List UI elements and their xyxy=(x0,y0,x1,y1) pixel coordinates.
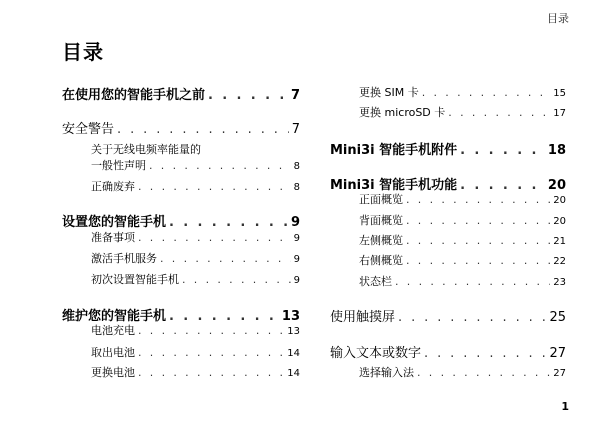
page-title: 目录 xyxy=(62,40,104,64)
leader-dots xyxy=(182,273,291,286)
toc-entry[interactable] xyxy=(62,118,300,137)
toc-entry[interactable] xyxy=(330,84,566,100)
toc-entry[interactable] xyxy=(62,322,300,338)
toc-entry-page: 20 xyxy=(553,195,566,206)
toc-entry-title: 电池充电 xyxy=(91,324,135,337)
leader-dots xyxy=(138,324,284,337)
toc-entry-title: 正确废弃 xyxy=(91,180,135,193)
toc-entry-page: 13 xyxy=(287,326,300,337)
toc-entry[interactable] xyxy=(62,250,300,266)
toc-entry-title: 准备事项 xyxy=(91,231,135,244)
toc-entry[interactable] xyxy=(330,232,566,248)
toc-entry-title: 一般性声明 xyxy=(91,159,146,172)
leader-dots xyxy=(424,346,546,361)
toc-entry-title-line1: 关于无线电频率能量的 xyxy=(91,143,201,156)
toc-entry-title: 右侧概览 xyxy=(359,254,403,267)
toc-entry-page: 18 xyxy=(547,143,566,158)
leader-dots xyxy=(422,86,551,99)
leader-dots xyxy=(448,106,550,119)
leader-dots xyxy=(138,231,291,244)
leader-dots xyxy=(460,143,545,158)
leader-dots xyxy=(406,254,550,267)
toc-entry-title: 正面概览 xyxy=(359,193,403,206)
toc-entry-title: 背面概览 xyxy=(359,214,403,227)
toc-entry-page: 21 xyxy=(553,236,566,247)
toc-entry-title: 更换 SIM 卡 xyxy=(359,86,419,99)
toc-entry[interactable] xyxy=(62,271,300,287)
toc-entry[interactable] xyxy=(62,344,300,360)
toc-entry-title: 使用触摸屏 xyxy=(330,310,396,325)
toc-entry-page: 13 xyxy=(281,309,300,324)
leader-dots xyxy=(395,275,550,288)
toc-entry[interactable] xyxy=(62,178,300,194)
toc-entry-page: 9 xyxy=(293,275,300,286)
toc-entry-title: Mini3i 智能手机附件 xyxy=(330,143,458,158)
toc-entry-title: 取出电池 xyxy=(91,346,135,359)
toc-entry-page: 9 xyxy=(290,215,300,230)
toc-entry-page: 20 xyxy=(547,178,566,193)
toc-entry-page: 8 xyxy=(293,161,300,172)
toc-entry[interactable] xyxy=(62,211,300,230)
toc-entry[interactable] xyxy=(330,191,566,207)
running-header: 目录 xyxy=(547,12,569,25)
leader-dots xyxy=(406,214,550,227)
leader-dots xyxy=(417,366,550,379)
toc-entry-title: 安全警告 xyxy=(62,122,115,137)
leader-dots xyxy=(149,159,291,172)
toc-entry-page: 9 xyxy=(293,233,300,244)
toc-entry-title: 输入文本或数字 xyxy=(330,346,422,361)
toc-entry[interactable] xyxy=(62,364,300,380)
toc-entry-page: 9 xyxy=(293,254,300,265)
leader-dots xyxy=(138,180,291,193)
toc-entry-page: 27 xyxy=(549,346,566,361)
toc-entry-page: 14 xyxy=(287,348,300,359)
toc-entry-title: 选择输入法 xyxy=(359,366,414,379)
toc-entry-title: 左侧概览 xyxy=(359,234,403,247)
toc-entry[interactable] xyxy=(62,84,300,103)
toc-entry[interactable] xyxy=(330,306,566,325)
leader-dots xyxy=(138,366,284,379)
toc-entry-title: Mini3i 智能手机功能 xyxy=(330,178,458,193)
toc-entry[interactable] xyxy=(62,229,300,245)
toc-entry[interactable] xyxy=(330,139,566,158)
toc-entry-title: 维护您的智能手机 xyxy=(62,309,167,324)
toc-entry[interactable] xyxy=(330,273,566,289)
toc-entry-title: 在使用您的智能手机之前 xyxy=(62,88,206,103)
leader-dots xyxy=(406,234,550,247)
toc-entry[interactable] xyxy=(330,364,566,380)
leader-dots xyxy=(169,215,288,230)
toc-entry[interactable] xyxy=(330,104,566,120)
toc-entry-page: 15 xyxy=(553,88,566,99)
toc-entry-page: 25 xyxy=(549,310,566,325)
leader-dots xyxy=(398,310,546,325)
leader-dots xyxy=(160,252,291,265)
leader-dots xyxy=(138,346,284,359)
toc-entry-page: 14 xyxy=(287,368,300,379)
toc-entry-page: 22 xyxy=(553,256,566,267)
toc-entry-title: 状态栏 xyxy=(359,275,392,288)
toc-entry-page: 17 xyxy=(553,108,566,119)
toc-entry-page: 20 xyxy=(553,216,566,227)
toc-entry[interactable] xyxy=(62,157,300,173)
leader-dots xyxy=(208,88,288,103)
toc-entry-page: 7 xyxy=(290,88,300,103)
toc-entry[interactable] xyxy=(330,252,566,268)
toc-entry-page: 27 xyxy=(553,368,566,379)
toc-entry-title: 更换 microSD 卡 xyxy=(359,106,446,119)
toc-entry-title: 设置您的智能手机 xyxy=(62,215,167,230)
leader-dots xyxy=(406,193,550,206)
toc-entry-page: 23 xyxy=(553,277,566,288)
toc-entry-title: 更换电池 xyxy=(91,366,135,379)
page-number: 1 xyxy=(561,400,569,413)
toc-entry-page: 7 xyxy=(291,122,300,137)
toc-entry-title: 激活手机服务 xyxy=(91,252,157,265)
toc-entry-page: 8 xyxy=(293,182,300,193)
toc-entry-title: 初次设置智能手机 xyxy=(91,273,179,286)
toc-entry[interactable] xyxy=(330,212,566,228)
toc-entry[interactable] xyxy=(330,342,566,361)
leader-dots xyxy=(117,122,289,137)
